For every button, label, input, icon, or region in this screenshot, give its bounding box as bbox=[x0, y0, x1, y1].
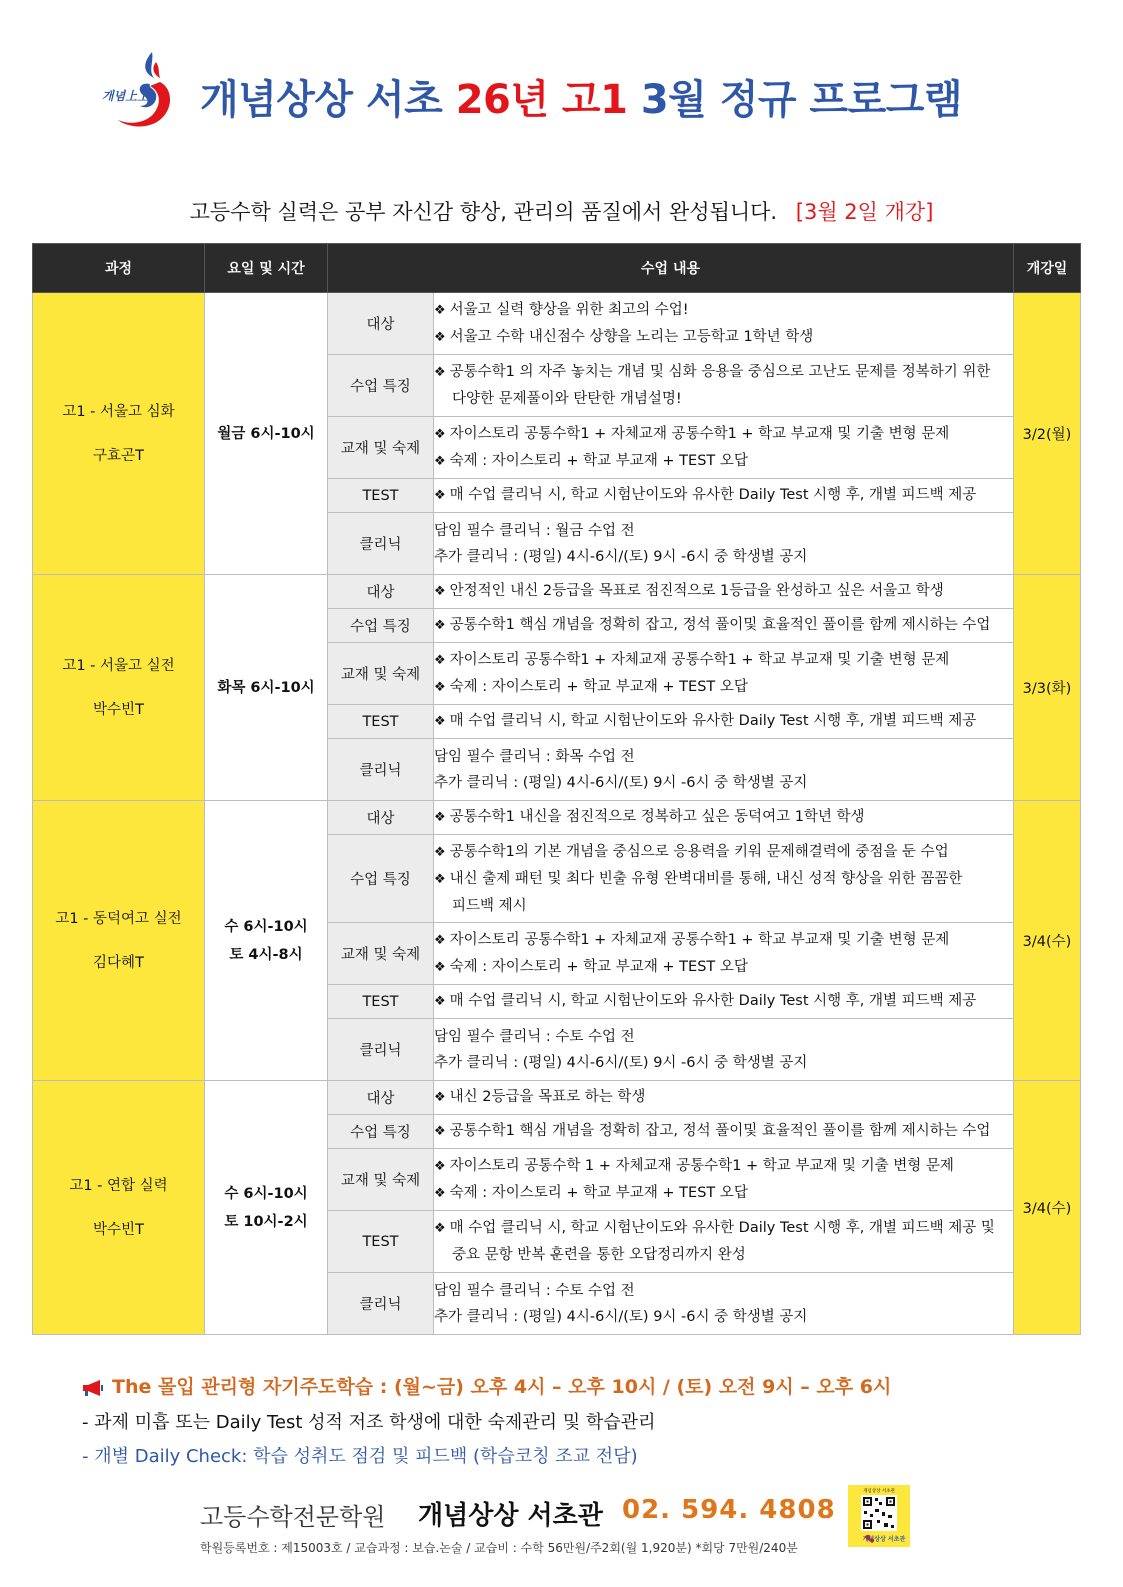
content-cell bbox=[434, 609, 1014, 643]
content-text: 서울고 수학 내신점수 상향을 노리는 고등학교 1학년 학생 bbox=[449, 328, 814, 345]
bullet-icon: ❖ bbox=[434, 679, 446, 695]
category-cell: TEST bbox=[328, 705, 434, 739]
content-text: 자이스토리 공통수학 1 + 자체교재 공통수학1 + 학교 부교재 및 기출 변형 문제 bbox=[449, 1157, 954, 1174]
category-cell: 대상 bbox=[328, 801, 434, 835]
table-row bbox=[33, 801, 1081, 835]
content-text: 추가 클리닉 : (평일) 4시-6시/(토) 9시 -6시 중 학생별 공지 bbox=[434, 774, 808, 791]
content-text: 공통수학1의 기본 개념을 중심으로 응용력을 키워 문제해결력에 중점을 둔 수업 bbox=[449, 843, 949, 860]
content-line bbox=[434, 612, 1013, 639]
content-text: 자이스토리 공통수학1 + 자체교재 공통수학1 + 학교 부교재 및 기출 변형 문제 bbox=[449, 425, 950, 442]
content-line bbox=[434, 1024, 1013, 1050]
content-text: 자이스토리 공통수학1 + 자체교재 공통수학1 + 학교 부교재 및 기출 변형 문제 bbox=[449, 651, 950, 668]
category-cell: 대상 bbox=[328, 575, 434, 609]
course-cell bbox=[33, 1081, 205, 1335]
course-teacher: 김다혜T bbox=[93, 954, 144, 971]
content-cell bbox=[434, 1273, 1014, 1335]
content-line bbox=[434, 544, 1013, 570]
content-line bbox=[434, 839, 1013, 866]
content-line bbox=[434, 297, 1013, 324]
header-open-date: 개강일 bbox=[1014, 244, 1081, 293]
content-text: 매 수업 클리닉 시, 학교 시험난이도와 유사한 Daily Test 시행 후, 개별 피드백 제공 bbox=[449, 487, 977, 503]
bullet-icon: ❖ bbox=[434, 994, 446, 1009]
schedule-cell bbox=[205, 293, 328, 575]
bullet-icon: ❖ bbox=[434, 871, 446, 887]
content-line bbox=[434, 804, 1013, 831]
content-line bbox=[434, 647, 1013, 674]
content-line bbox=[434, 1050, 1013, 1076]
content-line bbox=[434, 744, 1013, 770]
content-cell bbox=[434, 417, 1014, 479]
content-text: 서울고 실력 향상을 위한 최고의 수업! bbox=[449, 301, 689, 318]
course-teacher: 구효곤T bbox=[93, 447, 144, 464]
open-notice: [3월 2일 개강] bbox=[795, 200, 934, 224]
title-part3: 3월 정규 프로그램 bbox=[627, 77, 962, 123]
footer-subtitle: 고등수학전문학원 bbox=[200, 1503, 386, 1531]
course-name: 고1 - 서울고 심화 bbox=[62, 403, 175, 420]
bullet-icon: ❖ bbox=[434, 618, 446, 633]
course-cell bbox=[33, 801, 205, 1081]
content-line bbox=[434, 1215, 1013, 1242]
schedule-cell bbox=[205, 575, 328, 801]
content-line bbox=[434, 421, 1013, 448]
content-cell bbox=[434, 1149, 1014, 1211]
category-cell: 클리닉 bbox=[328, 513, 434, 575]
page-title bbox=[200, 68, 962, 125]
category-cell: 수업 특징 bbox=[328, 835, 434, 923]
course-name: 고1 - 동덕여고 실전 bbox=[55, 910, 182, 927]
category-cell: 클리닉 bbox=[328, 739, 434, 801]
course-teacher: 박수빈T bbox=[93, 1221, 144, 1238]
logo-text: 개념上上 bbox=[102, 89, 150, 103]
bullet-icon: ❖ bbox=[434, 488, 446, 503]
bullet-icon: ❖ bbox=[434, 932, 446, 948]
bullet-icon: ❖ bbox=[434, 810, 446, 825]
content-cell bbox=[434, 1115, 1014, 1149]
bullet-icon: ❖ bbox=[434, 959, 446, 975]
content-cell bbox=[434, 835, 1014, 923]
content-line bbox=[434, 448, 1013, 475]
category-cell: 클리닉 bbox=[328, 1273, 434, 1335]
content-text: 공통수학1 핵심 개념을 정확히 잡고, 정석 풀이및 효율적인 풀이를 함께 제시하는 수업 bbox=[449, 1123, 991, 1139]
table-row bbox=[33, 1081, 1081, 1115]
open-date-cell: 3/3(화) bbox=[1014, 575, 1081, 801]
table-row bbox=[33, 575, 1081, 609]
schedule-cell bbox=[205, 1081, 328, 1335]
schedule-line: 화목 6시-10시 bbox=[217, 679, 315, 696]
category-cell: 교재 및 숙제 bbox=[328, 923, 434, 985]
bullet-icon: ❖ bbox=[434, 584, 446, 599]
management-title-row bbox=[82, 1372, 1082, 1402]
management-line-1: - 과제 미흡 또는 Daily Test 성적 저조 학생에 대한 숙제관리 및 학습관리 bbox=[82, 1412, 656, 1433]
content-line bbox=[434, 359, 1013, 386]
schedule-line: 토 4시-8시 bbox=[229, 946, 303, 963]
content-cell bbox=[434, 479, 1014, 513]
content-text: 중요 문항 반복 훈련을 통한 오답정리까지 완성 bbox=[452, 1247, 746, 1263]
content-text: 공통수학1 내신을 점진적으로 정복하고 싶은 동덕여고 1학년 학생 bbox=[449, 809, 865, 825]
megaphone-icon bbox=[82, 1379, 104, 1397]
bullet-icon: ❖ bbox=[434, 329, 446, 345]
content-line bbox=[434, 324, 1013, 351]
header-content: 수업 내용 bbox=[328, 244, 1014, 293]
bullet-icon: ❖ bbox=[434, 844, 446, 860]
course-teacher: 박수빈T bbox=[93, 701, 144, 718]
content-cell bbox=[434, 1019, 1014, 1081]
content-text: 내신 2등급을 목표로 하는 학생 bbox=[449, 1089, 646, 1105]
page-header bbox=[100, 48, 980, 138]
category-cell: 교재 및 숙제 bbox=[328, 643, 434, 705]
category-cell: TEST bbox=[328, 1211, 434, 1273]
content-text: 추가 클리닉 : (평일) 4시-6시/(토) 9시 -6시 중 학생별 공지 bbox=[434, 1054, 808, 1071]
intro-line bbox=[0, 196, 1123, 226]
category-cell: 수업 특징 bbox=[328, 355, 434, 417]
category-cell: TEST bbox=[328, 985, 434, 1019]
content-text: 숙제 : 자이스토리 + 학교 부교재 + TEST 오답 bbox=[449, 678, 748, 695]
page-footer bbox=[200, 1489, 920, 1575]
content-text: 피드백 제시 bbox=[452, 897, 527, 914]
footer-phone[interactable]: 02. 594. 4808 bbox=[622, 1495, 836, 1525]
content-line bbox=[434, 954, 1013, 981]
program-table bbox=[32, 243, 1081, 1335]
category-cell: 대상 bbox=[328, 293, 434, 355]
content-cell bbox=[434, 705, 1014, 739]
content-line bbox=[434, 1118, 1013, 1145]
content-cell bbox=[434, 801, 1014, 835]
content-line bbox=[434, 866, 1013, 893]
content-cell bbox=[434, 293, 1014, 355]
content-text: 추가 클리닉 : (평일) 4시-6시/(토) 9시 -6시 중 학생별 공지 bbox=[434, 548, 808, 565]
content-line bbox=[434, 1278, 1013, 1304]
qr-caption: 개념상상 서초관 bbox=[863, 1489, 895, 1494]
content-cell bbox=[434, 643, 1014, 705]
content-text: 담임 필수 클리닉 : 수토 수업 전 bbox=[434, 1028, 635, 1045]
course-cell bbox=[33, 575, 205, 801]
bullet-icon: ❖ bbox=[434, 714, 446, 729]
category-cell: TEST bbox=[328, 479, 434, 513]
open-date-cell: 3/4(수) bbox=[1014, 1081, 1081, 1335]
open-date-cell: 3/4(수) bbox=[1014, 801, 1081, 1081]
content-text: 안정적인 내신 2등급을 목표로 점진적으로 1등급을 완성하고 싶은 서울고 학생 bbox=[449, 583, 944, 599]
content-line bbox=[434, 518, 1013, 544]
content-text: 숙제 : 자이스토리 + 학교 부교재 + TEST 오답 bbox=[449, 958, 748, 975]
header-course: 과정 bbox=[33, 244, 205, 293]
qr-code-icon[interactable] bbox=[848, 1485, 910, 1547]
bullet-icon: ❖ bbox=[434, 1090, 446, 1105]
management-section bbox=[82, 1372, 1082, 1468]
content-line bbox=[434, 386, 1013, 412]
category-cell: 교재 및 숙제 bbox=[328, 1149, 434, 1211]
bullet-icon: ❖ bbox=[434, 1158, 446, 1174]
content-line bbox=[434, 1153, 1013, 1180]
table-header-row bbox=[33, 244, 1081, 293]
course-name: 고1 - 연합 실력 bbox=[69, 1177, 168, 1194]
title-part2: 26년 고1 bbox=[455, 77, 628, 123]
qr-brand: 개념상상 서초관 bbox=[862, 1536, 906, 1543]
content-line bbox=[434, 1304, 1013, 1330]
footer-registration: 학원등록번호 : 제15003호 / 교습과정 : 보습.논술 / 교습비 : 수학 56만원/주2회(월 1,920분) *회당 7만원/240분 bbox=[200, 1541, 798, 1555]
content-text: 숙제 : 자이스토리 + 학교 부교재 + TEST 오답 bbox=[449, 452, 748, 469]
bullet-icon: ❖ bbox=[434, 426, 446, 442]
management-line-2: - 개별 Daily Check: 학습 성취도 점검 및 피드백 (학습코칭 조교 전담) bbox=[82, 1446, 638, 1467]
content-line bbox=[434, 674, 1013, 701]
content-line bbox=[434, 578, 1013, 605]
schedule-line: 토 10시-2시 bbox=[224, 1213, 308, 1230]
content-cell bbox=[434, 923, 1014, 985]
content-text: 내신 출제 패턴 및 최다 빈출 유형 완벽대비를 통해, 내신 성적 향상을 위한 꼼꼼한 bbox=[449, 870, 963, 887]
footer-academy-name: 개념상상 서초관 bbox=[418, 1501, 603, 1531]
content-cell bbox=[434, 1211, 1014, 1273]
schedule-cell bbox=[205, 801, 328, 1081]
content-line bbox=[434, 482, 1013, 509]
course-cell bbox=[33, 293, 205, 575]
category-cell: 수업 특징 bbox=[328, 609, 434, 643]
content-line bbox=[434, 1242, 1013, 1268]
content-text: 매 수업 클리닉 시, 학교 시험난이도와 유사한 Daily Test 시행 후, 개별 피드백 제공 및 bbox=[449, 1220, 995, 1236]
content-text: 담임 필수 클리닉 : 화목 수업 전 bbox=[434, 748, 635, 765]
management-title: The 몰입 관리형 자기주도학습 : (월~금) 오후 4시 – 오후 10시 / (토) 오전 9시 – 오후 6시 bbox=[112, 1376, 892, 1398]
bullet-icon: ❖ bbox=[434, 1124, 446, 1139]
schedule-line: 수 6시-10시 bbox=[224, 1185, 308, 1202]
content-line bbox=[434, 770, 1013, 796]
category-cell: 클리닉 bbox=[328, 1019, 434, 1081]
content-line bbox=[434, 988, 1013, 1015]
table-row bbox=[33, 293, 1081, 355]
bullet-icon: ❖ bbox=[434, 1185, 446, 1201]
content-cell bbox=[434, 985, 1014, 1019]
content-text: 자이스토리 공통수학1 + 자체교재 공통수학1 + 학교 부교재 및 기출 변형 문제 bbox=[449, 931, 950, 948]
content-text: 공통수학1 핵심 개념을 정확히 잡고, 정석 풀이및 효율적인 풀이를 함께 제시하는 수업 bbox=[449, 617, 991, 633]
category-cell: 교재 및 숙제 bbox=[328, 417, 434, 479]
title-part1: 개념상상 서초 bbox=[200, 77, 456, 123]
content-text: 숙제 : 자이스토리 + 학교 부교재 + TEST 오답 bbox=[449, 1184, 748, 1201]
schedule-line: 월금 6시-10시 bbox=[217, 425, 315, 442]
academy-logo-icon bbox=[100, 48, 184, 132]
content-line bbox=[434, 1180, 1013, 1207]
content-cell bbox=[434, 575, 1014, 609]
schedule-line: 수 6시-10시 bbox=[224, 918, 308, 935]
content-cell bbox=[434, 513, 1014, 575]
intro-text: 고등수학 실력은 공부 자신감 향상, 관리의 품질에서 완성됩니다. bbox=[189, 200, 778, 224]
content-text: 공통수학1 의 자주 놓치는 개념 및 심화 응용을 중심으로 고난도 문제를 정복하기 위한 bbox=[449, 364, 991, 380]
content-cell bbox=[434, 1081, 1014, 1115]
content-text: 담임 필수 클리닉 : 월금 수업 전 bbox=[434, 522, 635, 539]
content-line bbox=[434, 708, 1013, 735]
course-name: 고1 - 서울고 실전 bbox=[62, 657, 175, 674]
content-line bbox=[434, 927, 1013, 954]
bullet-icon: ❖ bbox=[434, 453, 446, 469]
content-line bbox=[434, 1084, 1013, 1111]
content-cell bbox=[434, 355, 1014, 417]
content-text: 추가 클리닉 : (평일) 4시-6시/(토) 9시 -6시 중 학생별 공지 bbox=[434, 1308, 808, 1325]
category-cell: 대상 bbox=[328, 1081, 434, 1115]
bullet-icon: ❖ bbox=[434, 652, 446, 668]
content-text: 매 수업 클리닉 시, 학교 시험난이도와 유사한 Daily Test 시행 후, 개별 피드백 제공 bbox=[449, 713, 977, 729]
bullet-icon: ❖ bbox=[434, 1221, 446, 1236]
category-cell: 수업 특징 bbox=[328, 1115, 434, 1149]
content-text: 담임 필수 클리닉 : 수토 수업 전 bbox=[434, 1282, 635, 1299]
bullet-icon: ❖ bbox=[434, 302, 446, 318]
open-date-cell: 3/2(월) bbox=[1014, 293, 1081, 575]
content-cell bbox=[434, 739, 1014, 801]
header-schedule: 요일 및 시간 bbox=[205, 244, 328, 293]
content-line bbox=[434, 893, 1013, 919]
content-text: 매 수업 클리닉 시, 학교 시험난이도와 유사한 Daily Test 시행 후, 개별 피드백 제공 bbox=[449, 993, 977, 1009]
content-text: 다양한 문제풀이와 탄탄한 개념설명! bbox=[452, 391, 682, 407]
bullet-icon: ❖ bbox=[434, 365, 446, 380]
